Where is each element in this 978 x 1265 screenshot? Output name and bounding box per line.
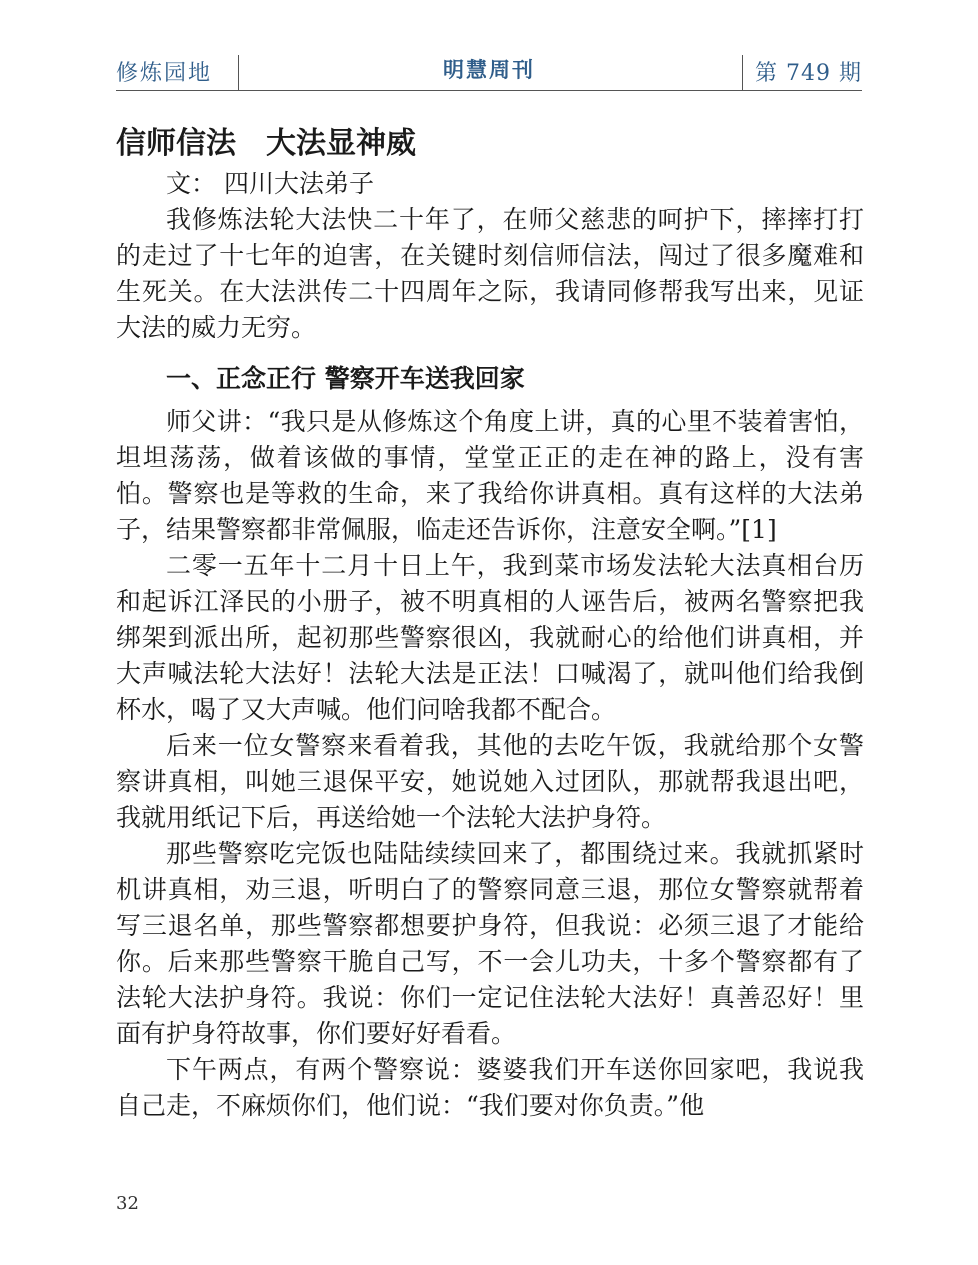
section-name: 修炼园地 [116, 61, 213, 86]
header-rule [116, 90, 862, 91]
magazine-title: 明慧周刊 [443, 58, 535, 82]
body-paragraph: 下午两点，有两个警察说：婆婆我们开车送你回家吧，我说我自己走，不麻烦你们，他们说：“我们要对你负责。”他 [116, 1055, 864, 1120]
header-divider-right [742, 55, 743, 91]
article-title: 信师信法 大法显神威 [116, 126, 416, 161]
page-header [116, 50, 862, 92]
body-paragraph: 那些警察吃完饭也陆陆续续回来了，都围绕过来。我就抓紧时机讲真相，劝三退，听明白了的警察同意三退，那位女警察就帮着写三退名单，那些警察都想要护身符，但我说：必须三退了才能给你。后来那些警察干脆自己写，不一会儿功夫，十多个警察都有了法轮大法护身符。我说：你们一定记住法轮大法好！真善忍好！里面有护身符故事，你们要好好看看。 [116, 839, 864, 1048]
body-paragraph-quote: 师父讲：“我只是从修炼这个角度上讲，真的心里不装着害怕，坦坦荡荡，做着该做的事情，堂堂正正的走在神的路上，没有害怕。警察也是等救的生命，来了我给你讲真相。真有这样的大法弟子，结果警察都非常佩服，临走还告诉你，注意安全啊。”[1] [116, 407, 864, 544]
article-body [116, 122, 864, 1124]
section-heading: 一、正念正行 警察开车送我回家 [166, 364, 525, 393]
intro-paragraph: 我修炼法轮大法快二十年了，在师父慈悲的呵护下，摔摔打打的走过了十七年的迫害，在关键时刻信师信法，闯过了很多魔难和生死关。在大法洪传二十四周年之际，我请同修帮我写出来，见证大法的威力无穷。 [116, 205, 864, 342]
page-number: 32 [116, 1193, 139, 1214]
body-paragraph: 后来一位女警察来看着我，其他的去吃午饭，我就给那个女警察讲真相，叫她三退保平安，她说她入过团队，那就帮我退出吧，我就用纸记下后，再送给她一个法轮大法护身符。 [116, 731, 864, 832]
issue-number: 第 749 期 [755, 61, 862, 86]
article-author: 文： 四川大法弟子 [166, 169, 374, 198]
body-paragraph: 二零一五年十二月十日上午，我到菜市场发法轮大法真相台历和起诉江泽民的小册子，被不明真相的人诬告后，被两名警察把我绑架到派出所，起初那些警察很凶，我就耐心的给他们讲真相，并大声喊法轮大法好！法轮大法是正法！口喊渴了，就叫他们给我倒杯水，喝了又大声喊。他们问啥我都不配合。 [116, 551, 864, 724]
